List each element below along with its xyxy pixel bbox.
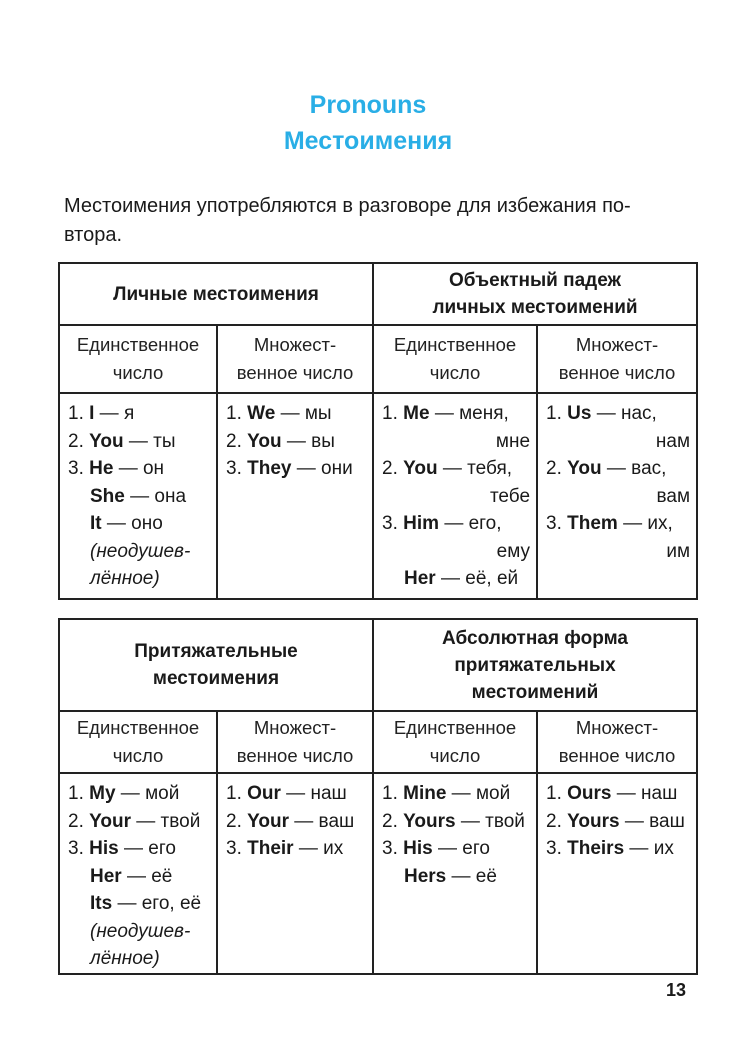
translation: — они bbox=[291, 458, 353, 479]
list-item bbox=[68, 863, 216, 891]
subheader-text: Единственное bbox=[393, 717, 517, 738]
cell-personal-plural bbox=[217, 393, 373, 599]
page-title-russian: Местоимения bbox=[283, 127, 453, 155]
item-number: 3. bbox=[68, 838, 90, 859]
intro-line-1: Местоимения употребляются в разговоре для избежания по- bbox=[64, 195, 631, 217]
list-item bbox=[68, 455, 216, 483]
header-absolute-line-1: Абсолютная форма bbox=[442, 627, 628, 649]
header-possessive-line-1: Притяжательные bbox=[134, 641, 298, 662]
english-word: We bbox=[247, 403, 276, 424]
item-number: 2. bbox=[226, 810, 248, 832]
list-item bbox=[382, 808, 536, 836]
english-word: I bbox=[89, 403, 95, 424]
translation: — их, bbox=[617, 513, 673, 534]
subheader-text: число bbox=[112, 745, 164, 766]
english-word: Me bbox=[403, 403, 430, 424]
item-number: 2. bbox=[68, 430, 90, 452]
translation: — вас, bbox=[601, 458, 667, 479]
translation: — её bbox=[446, 865, 497, 887]
translation: — наш bbox=[280, 783, 347, 804]
list-item bbox=[68, 835, 216, 863]
list-item bbox=[68, 780, 216, 808]
subheader-text: Единственное bbox=[76, 334, 200, 355]
translation-continued: ему bbox=[496, 540, 531, 562]
note-text: (неодушев- bbox=[90, 540, 191, 562]
list-item bbox=[546, 455, 696, 483]
item-number: 2. bbox=[382, 810, 404, 832]
subheader-text: Множест- bbox=[575, 717, 659, 738]
translation: — вы bbox=[281, 430, 335, 452]
translation: — мой bbox=[115, 783, 180, 804]
subheader-plural bbox=[537, 325, 697, 393]
cell-personal-singular bbox=[59, 393, 217, 599]
translation: — оно bbox=[101, 513, 163, 534]
list-item bbox=[226, 808, 372, 836]
translation: — я bbox=[94, 403, 135, 424]
english-word: You bbox=[403, 458, 438, 479]
english-word: It bbox=[90, 513, 102, 534]
list-item bbox=[68, 510, 216, 538]
item-number: 3. bbox=[382, 838, 404, 859]
header-object-case-line-1: Объектный падеж bbox=[448, 270, 622, 291]
translation: — её, ей bbox=[435, 568, 519, 589]
list-item bbox=[226, 780, 372, 808]
english-word: Him bbox=[403, 513, 440, 534]
header-personal-pronouns: Личные местоимения bbox=[59, 263, 373, 325]
intro-paragraph bbox=[64, 192, 704, 250]
translation: — их bbox=[293, 838, 344, 859]
translation: — меня, bbox=[429, 403, 509, 424]
translation: — его, её bbox=[112, 893, 202, 914]
subheader-plural bbox=[217, 711, 373, 773]
list-item bbox=[226, 400, 372, 428]
translation: — он bbox=[113, 458, 165, 479]
translation-continued: вам bbox=[656, 485, 691, 507]
english-word: They bbox=[247, 458, 292, 479]
item-number: 3. bbox=[546, 513, 568, 534]
translation: — его bbox=[118, 838, 176, 859]
english-word: Ours bbox=[567, 783, 612, 804]
item-number: 3. bbox=[382, 513, 404, 534]
subheader-text: венное число bbox=[558, 362, 676, 383]
english-word: You bbox=[89, 430, 124, 452]
note bbox=[68, 945, 216, 973]
subheader-singular bbox=[373, 325, 537, 393]
list-item bbox=[546, 780, 696, 808]
translation: — ваш bbox=[289, 810, 355, 832]
list-item bbox=[382, 835, 536, 863]
item-number: 2. bbox=[546, 458, 568, 479]
item-number: 2. bbox=[226, 430, 248, 452]
english-word: He bbox=[89, 458, 114, 479]
subheader-text: венное число bbox=[236, 362, 354, 383]
header-absolute-form bbox=[373, 619, 697, 711]
english-word: Her bbox=[404, 568, 436, 589]
note-text: (неодушев- bbox=[90, 920, 191, 942]
english-word: Your bbox=[89, 810, 131, 832]
list-item bbox=[382, 780, 536, 808]
subheader-singular bbox=[59, 325, 217, 393]
subheader-text: Единственное bbox=[393, 334, 517, 355]
translation: — тебя, bbox=[437, 458, 513, 479]
item-number: 2. bbox=[546, 810, 568, 832]
note-text: лённое) bbox=[90, 948, 160, 969]
english-word: His bbox=[89, 838, 119, 859]
subheader-text: Множест- bbox=[253, 717, 337, 738]
list-item bbox=[68, 808, 216, 836]
page-number: 13 bbox=[665, 980, 686, 1000]
header-possessive-pronouns bbox=[59, 619, 373, 711]
english-word: Yours bbox=[403, 810, 456, 832]
english-word: Its bbox=[90, 893, 113, 914]
english-word: Them bbox=[567, 513, 618, 534]
english-word: Their bbox=[247, 838, 294, 859]
english-word: His bbox=[403, 838, 433, 859]
translation: — его, bbox=[439, 513, 502, 534]
list-item bbox=[226, 428, 372, 456]
english-word: Her bbox=[90, 865, 122, 887]
english-word: Your bbox=[247, 810, 289, 832]
english-word: My bbox=[89, 783, 116, 804]
translation: — ваш bbox=[619, 810, 685, 832]
note-text: лённое) bbox=[90, 568, 160, 589]
list-item bbox=[546, 808, 696, 836]
header-object-case bbox=[373, 263, 697, 325]
note bbox=[68, 538, 216, 566]
translation-continued: им bbox=[666, 540, 691, 562]
intro-line-2: втора. bbox=[64, 224, 123, 246]
list-item bbox=[382, 400, 536, 428]
header-possessive-line-2: местоимения bbox=[152, 668, 280, 689]
translation: — её bbox=[121, 865, 173, 887]
translation: — твой bbox=[455, 810, 525, 832]
list-item bbox=[382, 863, 536, 891]
item-number: 3. bbox=[546, 838, 568, 859]
item-number: 1. bbox=[226, 403, 248, 424]
list-item bbox=[546, 835, 696, 863]
translation: — она bbox=[124, 485, 187, 507]
subheader-singular bbox=[59, 711, 217, 773]
translation: — его bbox=[432, 838, 490, 859]
english-word: Theirs bbox=[567, 838, 625, 859]
english-word: Hers bbox=[404, 865, 447, 887]
list-item bbox=[382, 455, 536, 483]
subheader-text: венное число bbox=[236, 745, 354, 766]
translation: — мы bbox=[275, 403, 332, 424]
cell-absolute-plural bbox=[537, 773, 697, 974]
list-item bbox=[382, 510, 536, 538]
translation: — ты bbox=[123, 430, 176, 452]
english-word: Us bbox=[567, 403, 592, 424]
item-number: 2. bbox=[382, 458, 404, 479]
list-item bbox=[546, 510, 696, 538]
item-number: 1. bbox=[68, 783, 90, 804]
subheader-text: венное число bbox=[558, 745, 676, 766]
translation-continued: нам bbox=[655, 430, 691, 452]
item-number: 1. bbox=[546, 783, 568, 804]
page-title-english: Pronouns bbox=[309, 91, 427, 119]
list-item bbox=[68, 428, 216, 456]
english-word: Yours bbox=[567, 810, 620, 832]
personal-pronouns-table bbox=[58, 262, 698, 600]
english-word: She bbox=[90, 485, 125, 507]
translation: — наш bbox=[611, 783, 678, 804]
possessive-pronouns-table bbox=[58, 618, 698, 975]
item-number: 1. bbox=[546, 403, 568, 424]
cell-absolute-singular bbox=[373, 773, 537, 974]
translation-continued: мне bbox=[495, 430, 531, 452]
subheader-text: число bbox=[429, 745, 481, 766]
note bbox=[68, 918, 216, 946]
translation-continued: тебе bbox=[489, 485, 531, 507]
item-number: 1. bbox=[68, 403, 90, 424]
subheader-plural bbox=[537, 711, 697, 773]
english-word: You bbox=[567, 458, 602, 479]
translation: — мой bbox=[446, 783, 511, 804]
english-word: Mine bbox=[403, 783, 447, 804]
item-number: 1. bbox=[226, 783, 248, 804]
subheader-text: число bbox=[112, 362, 164, 383]
item-number: 3. bbox=[68, 458, 90, 479]
note bbox=[68, 565, 216, 593]
item-number: 1. bbox=[382, 783, 404, 804]
list-item bbox=[68, 400, 216, 428]
item-number: 1. bbox=[382, 403, 404, 424]
subheader-text: Множест- bbox=[253, 334, 337, 355]
cell-possessive-singular bbox=[59, 773, 217, 974]
subheader-singular bbox=[373, 711, 537, 773]
list-item bbox=[68, 890, 216, 918]
header-absolute-line-3: местоимений bbox=[471, 681, 599, 703]
list-item bbox=[226, 835, 372, 863]
subheader-text: Множест- bbox=[575, 334, 659, 355]
item-number: 2. bbox=[68, 810, 90, 832]
cell-object-singular bbox=[373, 393, 537, 599]
subheader-plural bbox=[217, 325, 373, 393]
list-item bbox=[226, 455, 372, 483]
translation: — нас, bbox=[591, 403, 657, 424]
translation: — их bbox=[624, 838, 674, 859]
cell-possessive-plural bbox=[217, 773, 373, 974]
header-absolute-line-2: притяжательных bbox=[454, 654, 616, 676]
english-word: Our bbox=[247, 783, 281, 804]
subheader-text: Единственное bbox=[76, 717, 200, 738]
subheader-text: число bbox=[429, 362, 481, 383]
english-word: You bbox=[247, 430, 282, 452]
header-object-case-line-2: личных местоимений bbox=[432, 297, 638, 318]
cell-object-plural bbox=[537, 393, 697, 599]
translation: — твой bbox=[131, 810, 201, 832]
item-number: 3. bbox=[226, 838, 248, 859]
item-number: 3. bbox=[226, 458, 248, 479]
list-item bbox=[382, 565, 536, 593]
list-item bbox=[546, 400, 696, 428]
list-item bbox=[68, 483, 216, 511]
